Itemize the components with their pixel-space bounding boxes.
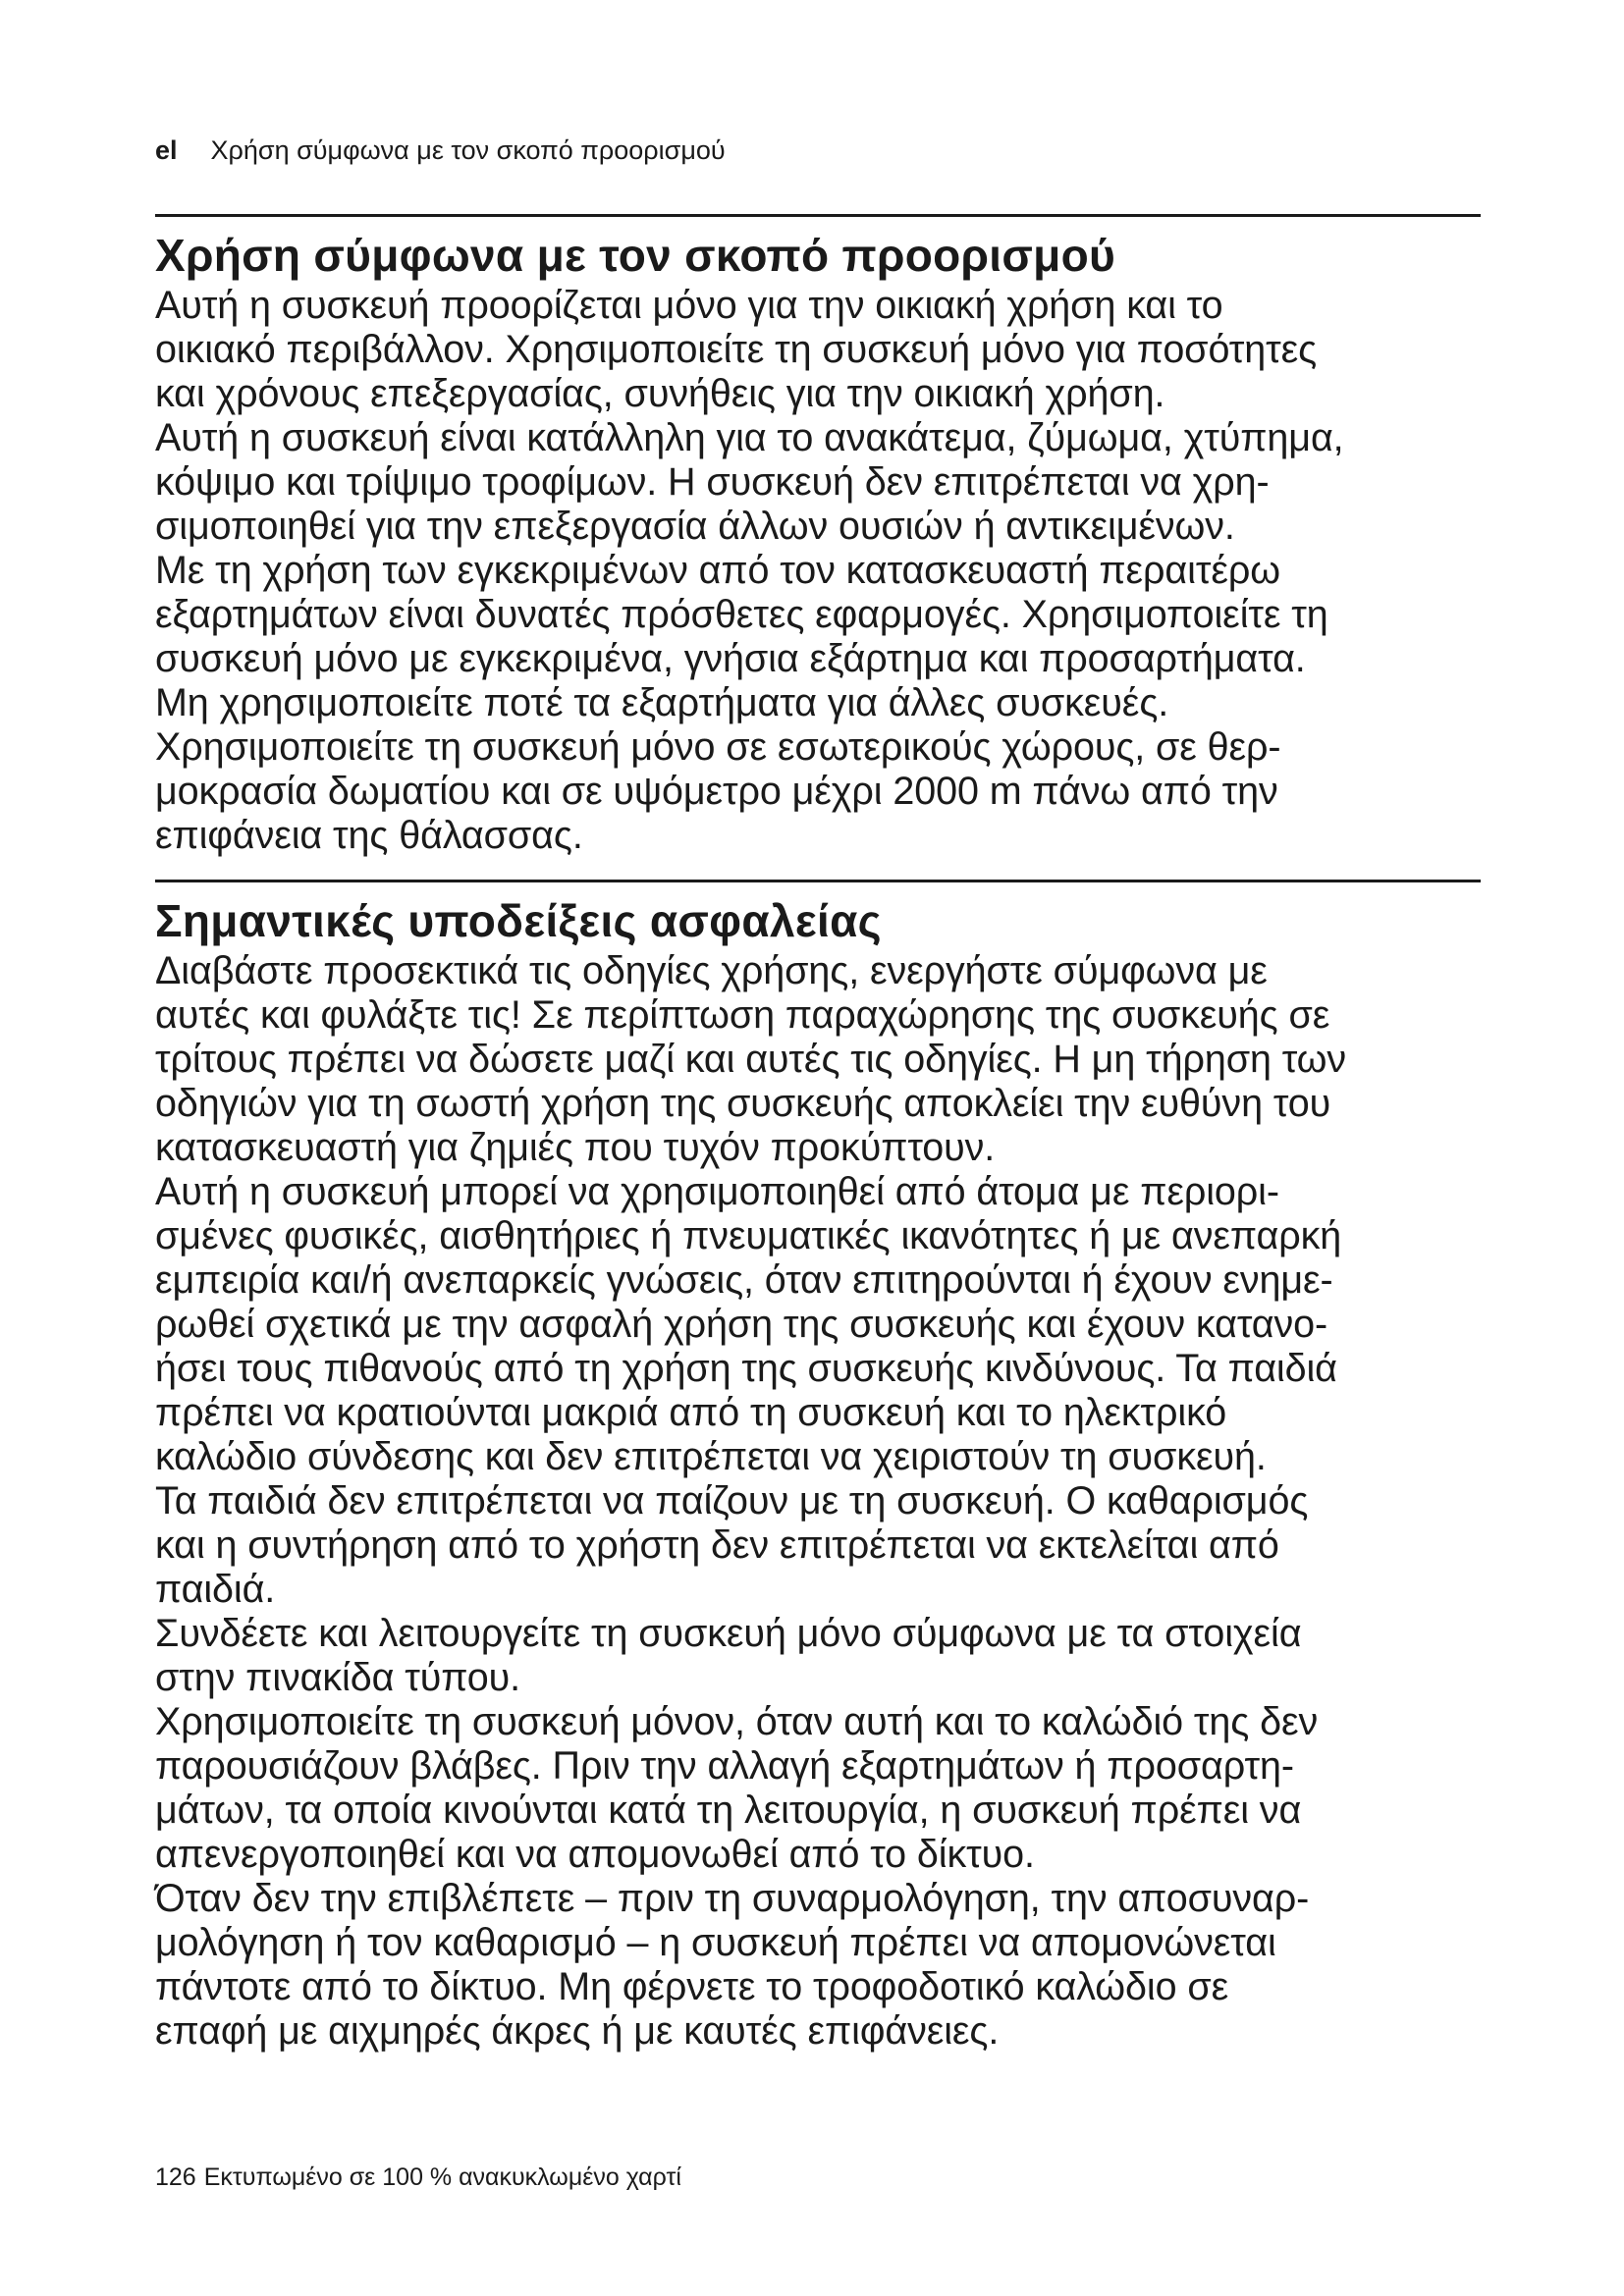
section-safety-instructions [155, 880, 1481, 2054]
text-line: και η συντήρηση από το χρήστη δεν επιτρέπεται να εκτελείται από [155, 1523, 1279, 1567]
section-heading: Σημαντικές υποδείξεις ασφαλείας [155, 895, 882, 946]
text-line: κατασκευαστή για ζημιές που τυχόν προκύπτουν. [155, 1126, 996, 1169]
page-number: 126 [155, 2163, 196, 2191]
text-line: Χρησιμοποιείτε τη συσκευή μόνον, όταν αυτή και το καλώδιό της δεν [155, 1700, 1319, 1743]
text-line: Μη χρησιμοποιείτε ποτέ τα εξαρτήματα για άλλες συσκευές. [155, 681, 1169, 724]
text-line: ήσει τους πιθανούς από τη χρήση της συσκευής κινδύνους. Τα παιδιά [155, 1347, 1337, 1390]
text-line: μολόγηση ή τον καθαρισμό – η συσκευή πρέπει να απομονώνεται [155, 1921, 1276, 1964]
text-line: Συνδέετε και λειτουργείτε τη συσκευή μόνο σύμφωνα με τα στοιχεία [155, 1612, 1302, 1655]
text-line: πρέπει να κρατιούνται μακριά από τη συσκευή και το ηλεκτρικό [155, 1391, 1227, 1434]
section-heading: Χρήση σύμφωνα με τον σκοπό προορισμού [155, 230, 1116, 281]
section-divider [155, 880, 1481, 882]
text-line: πάντοτε από το δίκτυο. Μη φέρνετε το τροφοδοτικό καλώδιο σε [155, 1965, 1229, 2008]
text-line: παρουσιάζουν βλάβες. Πριν την αλλαγή εξαρτημάτων ή προσαρτη- [155, 1744, 1294, 1788]
footer-note: Εκτυπωμένο σε 100 % ανακυκλωμένο χαρτί [203, 2163, 681, 2191]
text-line: οδηγιών για τη σωστή χρήση της συσκευής αποκλείει την ευθύνη του [155, 1082, 1331, 1125]
section-body [155, 284, 1481, 858]
text-line: Με τη χρήση των εγκεκριμένων από τον κατασκευαστή περαιτέρω [155, 549, 1280, 592]
language-code: el [155, 135, 178, 165]
text-line: Διαβάστε προσεκτικά τις οδηγίες χρήσης, ενεργήστε σύμφωνα με [155, 949, 1268, 992]
text-line: εμπειρία και/ή ανεπαρκείς γνώσεις, όταν επιτηρούνται ή έχουν ενημε- [155, 1258, 1333, 1302]
section-body [155, 949, 1481, 2054]
text-line: ρωθεί σχετικά με την ασφαλή χρήση της συσκευής και έχουν κατανο- [155, 1303, 1328, 1346]
text-line: σιμοποιηθεί για την επεξεργασία άλλων ουσιών ή αντικειμένων. [155, 505, 1235, 548]
text-line: αυτές και φυλάξτε τις! Σε περίπτωση παραχώρησης της συσκευής σε [155, 993, 1330, 1037]
text-line: μάτων, τα οποία κινούνται κατά τη λειτουργία, η συσκευή πρέπει να [155, 1789, 1302, 1832]
text-line: οικιακό περιβάλλον. Χρησιμοποιείτε τη συσκευή μόνο για ποσότητες [155, 328, 1318, 371]
text-line: τρίτους πρέπει να δώσετε μαζί και αυτές τις οδηγίες. Η μη τήρηση των [155, 1038, 1347, 1081]
text-line: επαφή με αιχμηρές άκρες ή με καυτές επιφάνειες. [155, 2009, 1000, 2053]
text-line: συσκευή μόνο με εγκεκριμένα, γνήσια εξάρτημα και προσαρτήματα. [155, 637, 1306, 680]
text-line: και χρόνους επεξεργασίας, συνήθεις για την οικιακή χρήση. [155, 372, 1165, 415]
running-header [155, 135, 726, 166]
text-line: μοκρασία δωματίου και σε υψόμετρο μέχρι 2000 m πάνω από την [155, 770, 1278, 813]
text-line: εξαρτημάτων είναι δυνατές πρόσθετες εφαρμογές. Χρησιμοποιείτε τη [155, 593, 1328, 636]
text-line: απενεργοποιηθεί και να απομονωθεί από το δίκτυο. [155, 1833, 1035, 1876]
text-line: επιφάνεια της θάλασσας. [155, 814, 583, 857]
section-divider [155, 214, 1481, 217]
text-line: Χρησιμοποιείτε τη συσκευή μόνο σε εσωτερικούς χώρους, σε θερ- [155, 725, 1281, 769]
page-footer [155, 2163, 681, 2192]
text-line: καλώδιο σύνδεσης και δεν επιτρέπεται να χειριστούν τη συσκευή. [155, 1435, 1267, 1478]
text-line: παιδιά. [155, 1568, 276, 1611]
text-line: Αυτή η συσκευή προορίζεται μόνο για την οικιακή χρήση και το [155, 284, 1223, 327]
text-line: Αυτή η συσκευή μπορεί να χρησιμοποιηθεί από άτομα με περιορι- [155, 1170, 1279, 1213]
text-line: στην πινακίδα τύπου. [155, 1656, 521, 1699]
text-line: κόψιμο και τρίψιμο τροφίμων. Η συσκευή δεν επιτρέπεται να χρη- [155, 460, 1270, 504]
running-header-title: Χρήση σύμφωνα με τον σκοπό προορισμού [210, 135, 726, 165]
text-line: Αυτή η συσκευή είναι κατάλληλη για το ανακάτεμα, ζύμωμα, χτύπημα, [155, 416, 1344, 459]
text-line: σμένες φυσικές, αισθητήριες ή πνευματικές ικανότητες ή με ανεπαρκή [155, 1214, 1342, 1257]
section-intended-use [155, 214, 1481, 858]
text-line: Τα παιδιά δεν επιτρέπεται να παίζουν με τη συσκευή. Ο καθαρισμός [155, 1479, 1309, 1522]
text-line: Όταν δεν την επιβλέπετε – πριν τη συναρμολόγηση, την αποσυναρ- [155, 1877, 1310, 1920]
